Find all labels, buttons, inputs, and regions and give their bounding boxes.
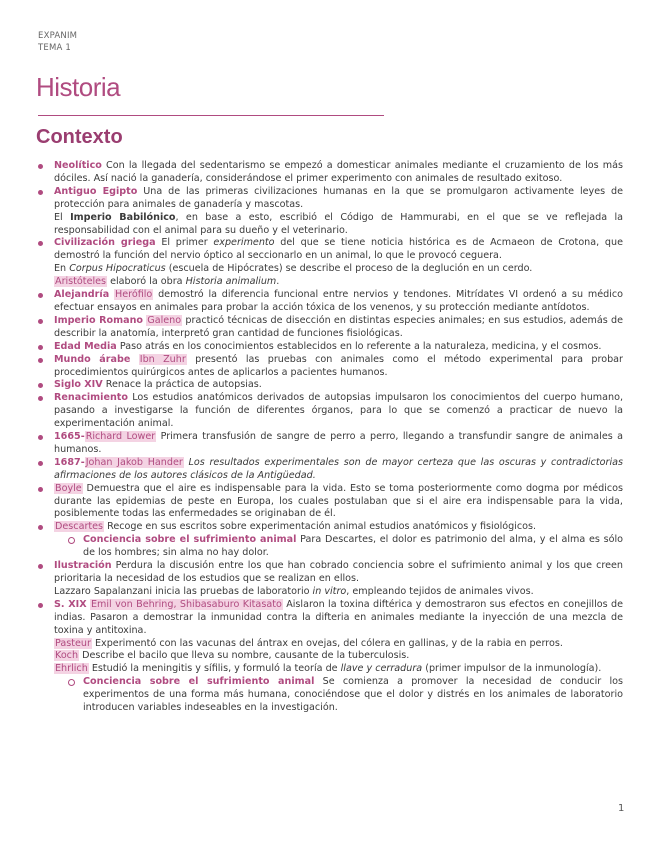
list-item-descartes: [36, 521, 623, 560]
item-text: Una de las primeras civilizaciones humanas en la que se promulgaron activamente leyes de protección para animales de ganadería y mascotas.: [54, 185, 623, 210]
list-item-1665: [36, 431, 623, 457]
item-text: Los estudios anatómicos derivados de autopsias impulsaron los conocimientos del cuerpo humano, pasando a investigarse la función de diferentes órganos, para lo que se comenzó a practicar de nuevo la experimentación animal.: [54, 392, 623, 430]
item-text: , empleando tejidos de animales vivos.: [346, 585, 534, 597]
highlight-name: Ehrlich: [55, 663, 88, 675]
item-emphasis: experimento: [213, 237, 275, 249]
highlight-name: Emil von Behring, Shibasaburo Kitasato: [90, 598, 282, 610]
item-text: practicó técnicas de disección en distintas especies animales; en sus estudios, además de describir la anatomía, interpretó gran cantidad de funciones fisiológicas.: [54, 314, 623, 339]
term: Neolítico: [54, 160, 102, 171]
term: Mundo árabe: [54, 353, 131, 365]
term: Alejandría: [54, 289, 110, 301]
highlight-name: Galeno: [147, 314, 182, 326]
sub-term: Conciencia sobre el sufrimiento animal: [83, 676, 315, 688]
item-text: demostró la diferencia funcional entre nervios y tendones. Mitrídates VI ordenó a su médico efectuar ensayos en animales para probar la acción tóxica de los venenos, y su protección mediante antídotos.: [54, 289, 623, 313]
list-item-grecia: [36, 237, 623, 289]
list-item-1687: [36, 457, 623, 483]
content-body: [36, 160, 623, 715]
highlight-name: Pasteur: [55, 637, 91, 649]
page-title: Historia: [36, 72, 121, 102]
item-text: Estudió la meningitis y sífilis, y formuló la teoría de: [88, 663, 341, 675]
list-item-boyle: [36, 483, 623, 522]
highlight-name: Koch: [55, 650, 79, 662]
list-item-mundo-arabe: [36, 354, 623, 380]
item-emphasis: Historia animalium: [185, 276, 277, 288]
item-text: Paso atrás en los conocimientos establecidos en lo referente a la naturaleza, medicina, y el cosmos.: [116, 340, 602, 352]
term: Ilustración: [54, 560, 112, 572]
term: 1687-: [54, 456, 85, 468]
term: Civilización griega: [54, 237, 156, 249]
item-text: presentó las pruebas con animales como el método experimental para probar procedimientos quirúrgicos antes de aplicarlos a pacientes humanos.: [54, 353, 623, 378]
item-emphasis: in vitro: [312, 585, 347, 597]
item-text: Aislaron la toxina diftérica y demostraron sus efectos en conejillos de indias. Pasaron a demostrar la inmunidad contra la difteria en animales mediante la inyección de una mezcla de toxina y antitoxina.: [54, 598, 623, 636]
list-item-alejandria: [36, 289, 623, 315]
item-text: Se comienza a promover la necesidad de conducir los experimentos de una forma más humana, conociéndose que el dolor y distrés en los animales de laboratorio introducen variables indeseables en la investigación.: [83, 676, 623, 714]
list-item-ilustracion: [36, 560, 623, 599]
item-text: Lazzaro Sapalanzani inicia las pruebas de laboratorio: [54, 585, 313, 597]
highlight-name: Aristóteles: [55, 276, 107, 288]
item-text: Perdura la discusión entre los que han cobrado conciencia sobre el sufrimiento animal y los que creen prioritaria la necesidad de los estudios que se realizan en ellos.: [54, 560, 623, 584]
item-text: , en base a esto, escribió el Código de Hammurabi, en el que se ve reflejada la responsabilidad con el animal para su dueño y el veterinario.: [54, 211, 624, 236]
running-header: [38, 30, 77, 54]
highlight-name: Herófilo: [114, 289, 153, 301]
item-text: Con la llegada del sedentarismo se empezó a domesticar animales mediante el cruzamiento de los más dóciles. Así nació la ganadería, considerándose el primer experimento con animales de resultado exitoso.: [54, 160, 623, 184]
item-text: Experimentó con las vacunas del ántrax en ovejas, del cólera en gallinas, y de la rabia en perros.: [91, 637, 563, 649]
sub-list: [54, 676, 623, 715]
highlight-name: Descartes: [55, 521, 104, 533]
page-number: 1: [618, 803, 625, 814]
term: Siglo XIV: [54, 379, 103, 391]
history-list: [36, 160, 623, 715]
list-item-egipto: [36, 186, 623, 238]
term: 1665-: [54, 431, 85, 443]
list-item-edad-media: [36, 341, 623, 354]
item-text: Describe el bacilo que lleva su nombre, causante de la tuberculosis.: [79, 650, 410, 662]
item-text: Para Descartes, el dolor es patrimonio del alma, y el alma es sólo de los hombres; sin alma no hay dolor.: [83, 534, 624, 559]
term-babilonico: Imperio Babilónico: [70, 211, 176, 223]
highlight-name: Johan Jakob Hander: [85, 456, 183, 468]
item-text: del que se tiene noticia histórica es de Acmaeon de Crotona, que demostró la función del nervio óptico al seccionarlo en un animal, lo que le provocó ceguera.: [54, 237, 623, 262]
term: S. XIX: [54, 598, 87, 610]
item-text: (primer impulsor de la inmunología).: [422, 663, 602, 675]
term: Renacimiento: [54, 392, 128, 404]
item-emphasis: llave y cerradura: [340, 663, 423, 675]
title-divider: [38, 115, 384, 116]
item-text: Recoge en sus escritos sobre experimentación animal estudios anatómicos y fisiológicos.: [104, 521, 537, 533]
sub-list: [54, 534, 623, 560]
sub-term: Conciencia sobre el sufrimiento animal: [83, 534, 297, 546]
highlight-name: Boyle: [55, 482, 82, 494]
item-text: .: [276, 276, 280, 288]
list-item-renacimiento: [36, 392, 623, 431]
list-item-siglo-xiv: [36, 379, 623, 392]
term: Antiguo Egipto: [54, 185, 138, 197]
item-text: El primer: [155, 237, 214, 249]
term: Imperio Romano: [54, 314, 143, 326]
item-text: Demuestra que el aire es indispensable para la vida. Esto se toma posteriormente como dogma por médicos durante las epidemias de peste en Europa, los cuales postulaban que si el aire era indispensable para la vida, posiblemente todas las enfermedades se originaban de él.: [54, 482, 623, 520]
term: Edad Media: [54, 340, 117, 352]
item-emphasis: Los resultados experimentales son de mayor certeza que las oscuras y contradictorias afirmaciones de los autores clásicos de la Antigüedad.: [54, 456, 623, 481]
header-course: EXPANIM: [38, 31, 78, 41]
item-text: elaboró la obra: [107, 276, 186, 288]
sub-item-conciencia: [67, 676, 623, 715]
item-text: (escuela de Hipócrates) se describe el proceso de la deglución en un cerdo.: [165, 263, 533, 275]
sub-item-conciencia: [67, 534, 623, 560]
highlight-name: Richard Lower: [85, 431, 156, 443]
list-item-neolitico: [36, 160, 623, 186]
item-text: El: [54, 211, 71, 223]
header-topic: TEMA 1: [38, 43, 72, 53]
list-item-siglo-xix: [36, 599, 623, 715]
item-text: En: [54, 263, 70, 275]
list-item-roma: [36, 315, 623, 341]
item-text: Primera transfusión de sangre de perro a perro, llegando a transfundir sangre de animales a humanos.: [54, 431, 623, 455]
section-heading: Contexto: [36, 126, 123, 148]
item-text: Renace la práctica de autopsias.: [102, 379, 262, 391]
item-emphasis: Corpus Hipocraticus: [69, 263, 166, 275]
highlight-name: Ibn Zuhr: [139, 353, 186, 365]
